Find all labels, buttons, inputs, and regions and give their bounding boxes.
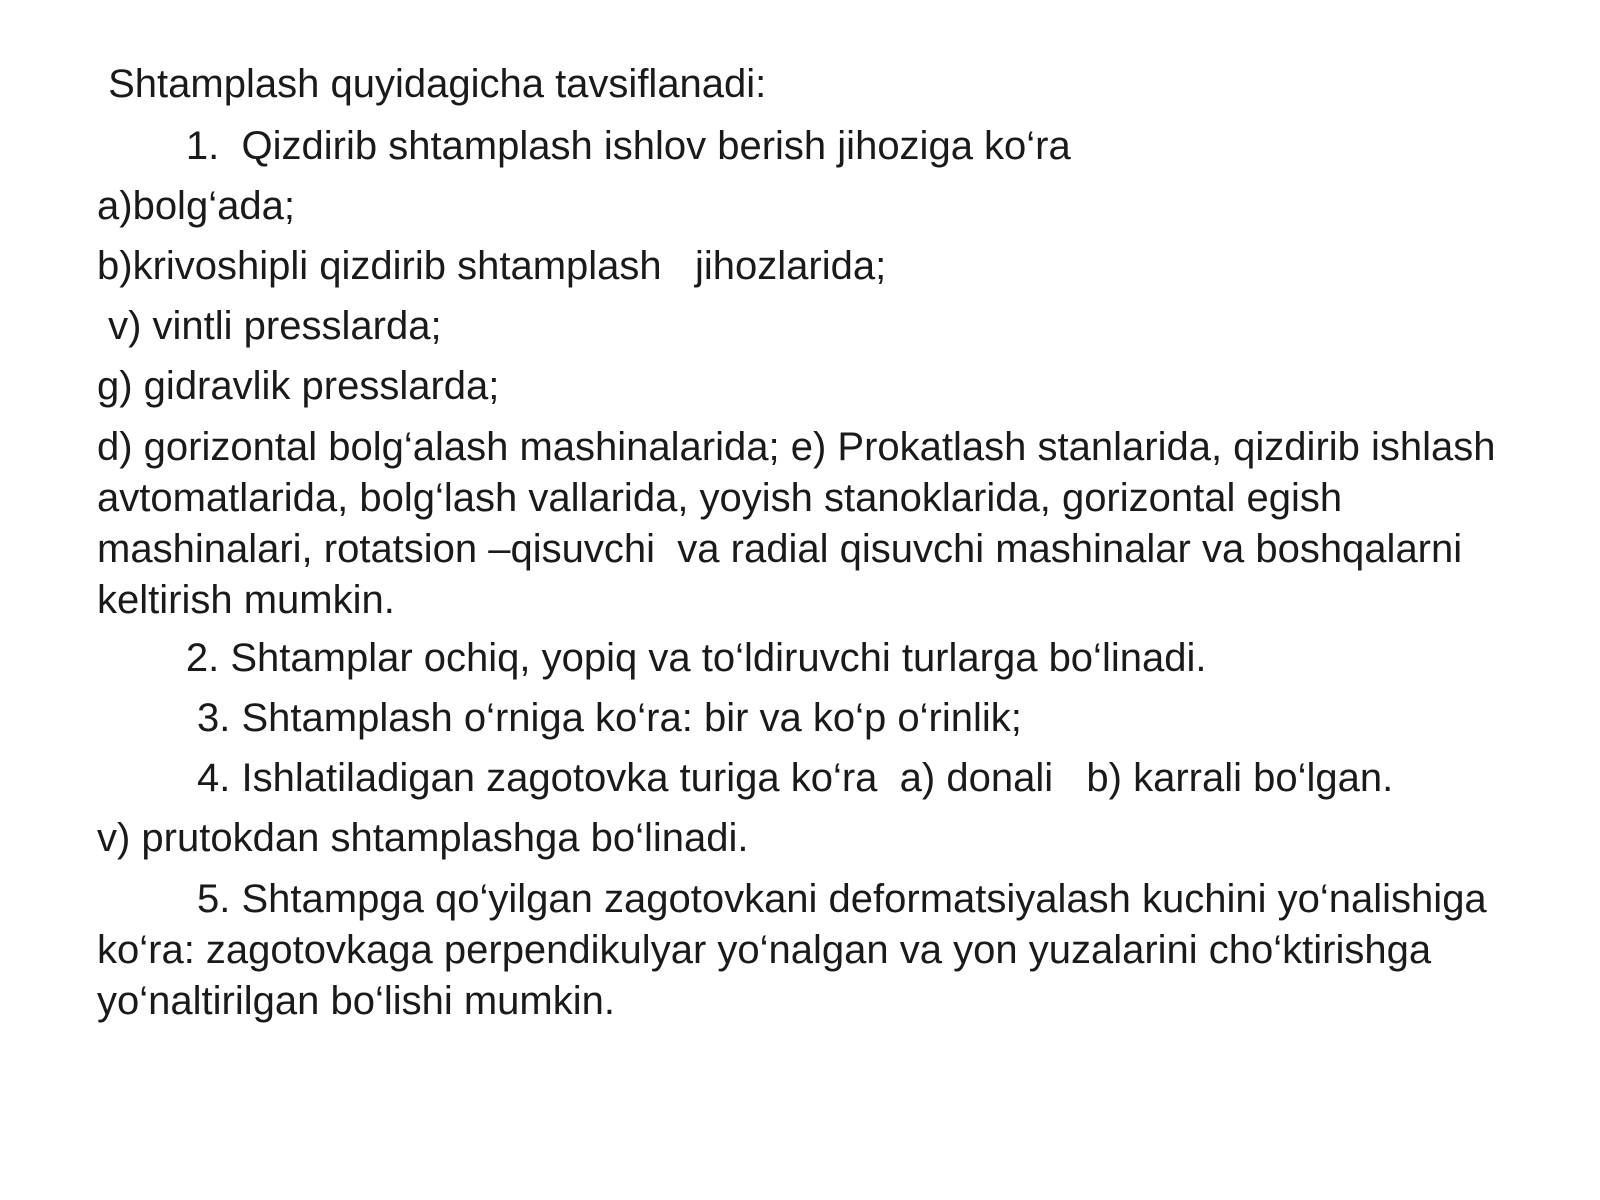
list-item-1: 1. Qizdirib shtamplash ishlov berish jihoziga ko‘ra [97,124,1071,168]
list-item-4: 4. Ishlatiladigan zagotovka turiga ko‘ra a) donali b) karrali bo‘lgan. [97,756,1394,800]
list-item-1-b: b)krivoshipli qizdirib shtamplash jihozlarida; [97,244,887,288]
list-item-2: 2. Shtamplar ochiq, yopiq va to‘ldiruvchi turlarga bo‘linadi. [97,636,1207,680]
list-item-1-d-paragraph: d) gorizontal bolg‘alash mashinalarida; e) Prokatlash stanlarida, qizdirib ishlash avtomatlarida, bolg‘lash vallarida, yoyish stanoklarida, gorizontal egish mashinalari, rotatsion –qisuvchi va radial qisuvchi mashinalar va boshqalarni keltirish mumkin. [97,425,1507,622]
list-item-1-v: v) vintli presslarda; [97,304,442,348]
list-item-4-v: v) prutokdan shtamplashga bo‘linadi. [97,816,749,860]
list-item-1-g: g) gidravlik presslarda; [97,364,500,408]
list-item-5-paragraph: 5. Shtampga qo‘yilgan zagotovkani deformatsiyalash kuchini yo‘nalishiga ko‘ra: zagotovkaga perpendikulyar yo‘nalgan va yon yuzalarini cho‘ktirishga yo‘naltirilgan bo‘lishi mumkin. [97,877,1498,1023]
list-item-3: 3. Shtamplash o‘rniga ko‘ra: bir va ko‘p o‘rinlik; [97,696,1022,740]
list-item-1-a: a)bolg‘ada; [97,184,295,228]
slide-heading: Shtamplash quyidagicha tavsiflanadi: [97,62,767,106]
